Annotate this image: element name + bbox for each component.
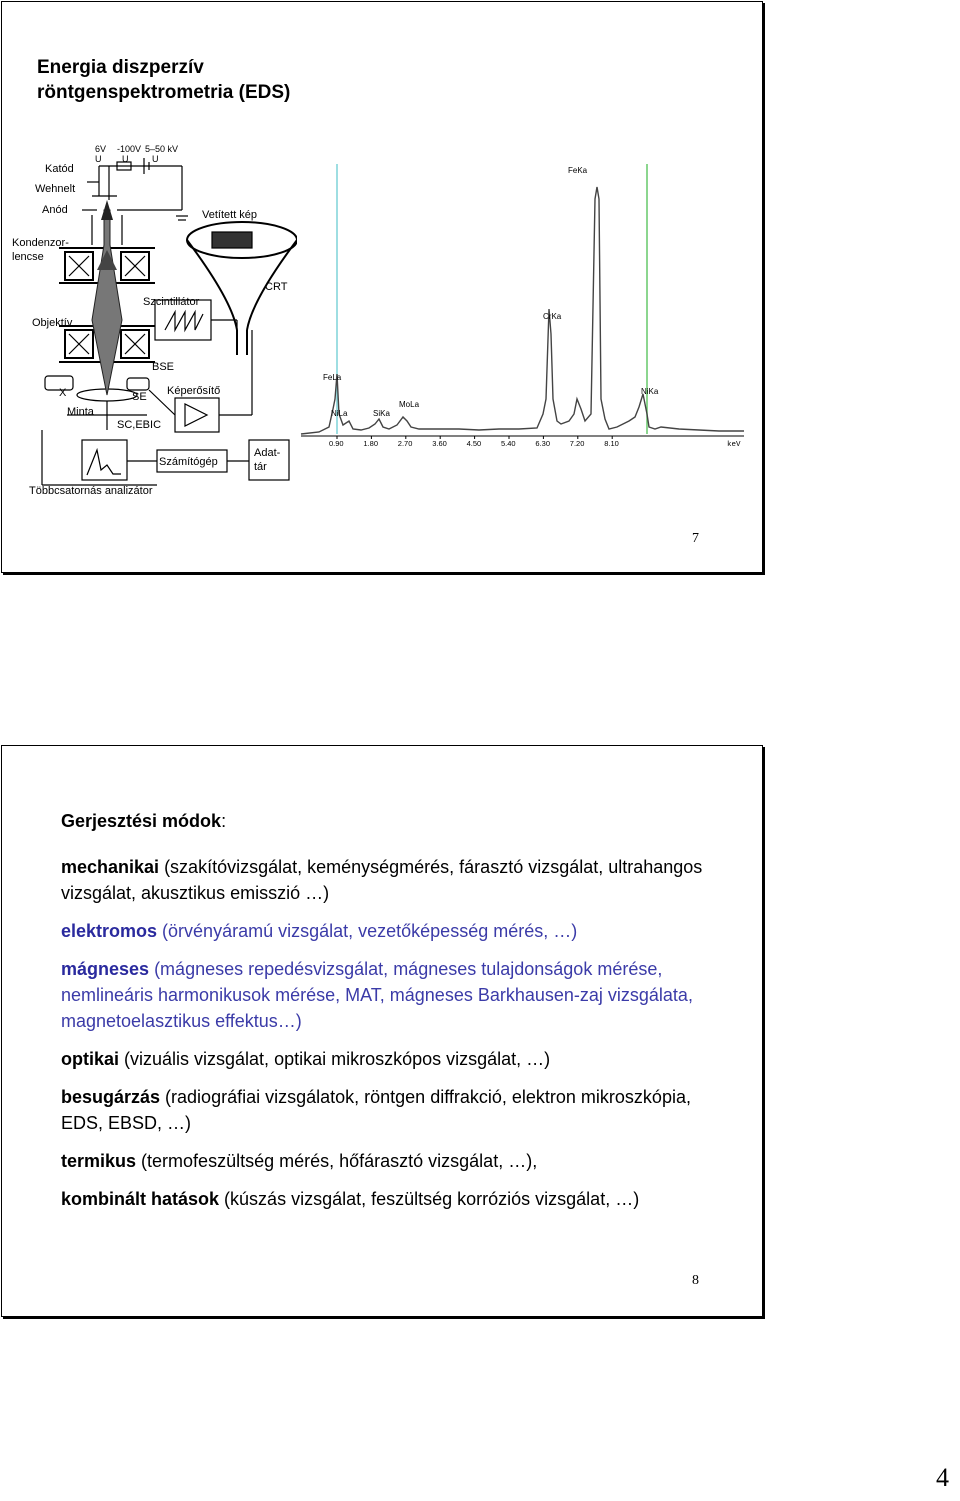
item-besugarzas (61, 1084, 721, 1136)
sem-schematic-diagram (7, 140, 297, 500)
axis-tick-label: 7.20 (569, 439, 585, 448)
label-adattar-2: tár (254, 461, 267, 473)
item-bold: elektromos (61, 921, 158, 941)
item-mechanikai (61, 854, 721, 906)
heading-rest: : (221, 811, 227, 831)
peak-label-crka: CrKa (543, 312, 562, 321)
title-line-2: röntgenspektrometria (EDS) (37, 82, 291, 103)
item-bold: mágneses (61, 959, 150, 979)
slide-heading (61, 808, 721, 834)
label-minta: Minta (67, 406, 94, 418)
label-minus-100v: -100V (117, 144, 142, 154)
peak-label-mola: MoLa (399, 400, 420, 409)
item-bold: besugárzás (61, 1087, 161, 1107)
peak-label-feka: FeKa (568, 166, 588, 175)
label-anod: Anód (42, 204, 68, 216)
label-katod: Katód (45, 163, 74, 175)
axis-tick-label: 5.40 (501, 439, 516, 448)
label-6v: 6V (95, 144, 107, 154)
item-bold: kombinált hatások (61, 1189, 220, 1209)
label-kondenzor-1: Kondenzor- (12, 237, 69, 249)
item-kombinalt (61, 1186, 721, 1212)
axis-tick-label: 2.70 (397, 439, 413, 448)
label-uw: U (122, 154, 129, 164)
item-magneses (61, 956, 721, 1034)
item-elektromos (61, 918, 721, 944)
label-uc: U (95, 154, 102, 164)
peak-label-sika: SiKa (373, 409, 390, 418)
axis-tick-label: 0.90 (329, 439, 344, 448)
label-5-50kv: 5–50 kV (145, 144, 179, 154)
label-bse: BSE (152, 361, 175, 373)
item-text: (termofeszültség mérés, hőfárasztó vizsgálat, …), (136, 1151, 538, 1171)
label-adattar-1: Adat- (254, 447, 281, 459)
item-bold: optikai (61, 1049, 120, 1069)
slide-number: 7 (692, 531, 699, 546)
label-keperosito: Képerősítő (167, 385, 221, 397)
item-termikus (61, 1148, 721, 1174)
peak-label-fela: FeLa (323, 373, 342, 382)
item-text: (radiográfiai vizsgálatok, röntgen diffrakció, elektron mikroszkópia, EDS, EBSD, …) (61, 1087, 691, 1133)
axis-tick-label: 4.50 (466, 439, 482, 448)
slide-content (61, 808, 721, 1224)
label-szcintillator: Szcintillátor (143, 296, 200, 308)
slide-7 (1, 1, 763, 573)
title-line-1: Energia diszperzív (37, 57, 204, 78)
item-bold: termikus (61, 1151, 137, 1171)
label-objektiv: Objektív (32, 317, 73, 329)
axis-ticks (329, 436, 619, 448)
label-se: SE (132, 391, 147, 403)
label-szamitogep: Számítógép (159, 456, 218, 468)
axis-tick-label: 6.30 (535, 439, 551, 448)
heading-bold: Gerjesztési módok (61, 811, 222, 831)
label-x: X (59, 387, 67, 399)
item-text: (szakítóvizsgálat, keménységmérés, fárasztó vizsgálat, ultrahangos vizsgálat, akusztikus emisszió …) (61, 857, 703, 903)
axis-tick-label: 8.10 (604, 439, 619, 448)
peak-label-nika: NiKa (641, 387, 659, 396)
label-vetitett-kep: Vetített kép (202, 209, 258, 221)
page-number: 4 (936, 1463, 949, 1492)
item-text: (mágneses repedésvizsgálat, mágneses tulajdonságok mérése, nemlineáris harmonikusok mérése, MAT, mágneses Barkhausen-zaj vizsgálata, magnetoelasztikus effektus…) (61, 959, 693, 1031)
slide-number: 8 (692, 1273, 699, 1288)
axis-tick-label: 1.80 (363, 439, 379, 448)
item-bold: mechanikai (61, 857, 160, 877)
item-text: (vizuális vizsgálat, optikai mikroszkópos vizsgálat, …) (119, 1049, 551, 1069)
item-optikai (61, 1046, 721, 1072)
peak-label-nila: NiLa (331, 409, 348, 418)
axis-tick-label: 3.60 (432, 439, 447, 448)
eds-spectrum (299, 159, 749, 454)
spectrum-trace (301, 187, 744, 434)
item-text: (kúszás vizsgálat, feszültség korróziós vizsgálat, …) (219, 1189, 640, 1209)
item-text: (örvényáramú vizsgálat, vezetőképesség mérés, …) (157, 921, 578, 941)
label-sc-ebic: SC,EBIC (117, 419, 162, 431)
label-u: U (152, 154, 159, 164)
slide-8 (1, 745, 763, 1317)
label-wehnelt: Wehnelt (35, 183, 76, 195)
label-tobbcsatornas: Többcsatornás analizátor (29, 485, 153, 497)
label-crt: CRT (265, 281, 288, 293)
slide-title (37, 55, 290, 105)
axis-unit: keV (727, 441, 741, 449)
label-kondenzor-2: lencse (12, 251, 44, 263)
